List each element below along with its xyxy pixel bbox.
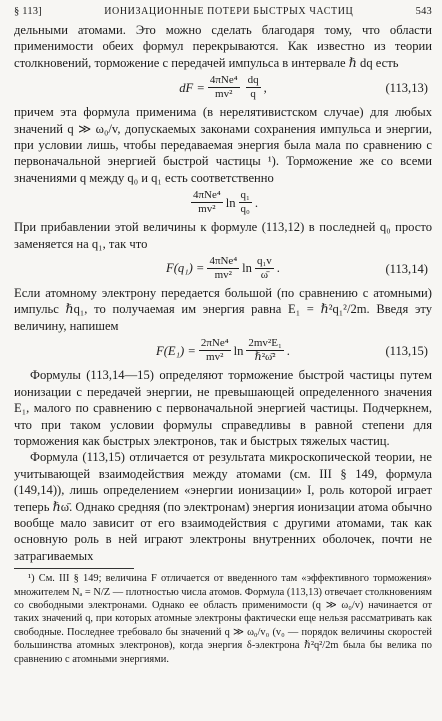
paragraph-5: Формулы (113,14—15) определяют торможение быстрой частицы путем ионизации с передачей энергии, не превышающей определенного значения E₁, малого по сравнению с первоначальной энергией частицы. Подчеркнем, что при таком условии формулы справедливы в равной степени для торможения как быстрых электронов, так и быстрых тяжелых частиц. [14, 368, 432, 448]
equation-number: (113,13) [385, 80, 428, 95]
body-text [14, 22, 432, 564]
paragraph-4: Если атомному электрону передается большой (по сравнению с атомными) импульс ℏq₁, то получаемая им энергия равна E₁ = ℏ²q₁²/2m. Введя эту величину, напишем [14, 286, 432, 333]
section-ref: § 113] [14, 6, 42, 17]
formula-113-15: F(E₁) = $\frac{\text{2πNe⁴}}{\text{mv²}}$ ln $\frac{\text{2mv²E₁}}{\text{ℏ²ω̄²}}$ . (113,15) [156, 337, 428, 364]
equation-number: (113,14) [385, 261, 428, 276]
formula-unnumbered: $\frac{\text{4πNe⁴}}{\text{mv²}}$ ln $\frac{\text{q₁}}{\text{q₀}}$ . [192, 189, 258, 216]
paragraph-6: Формула (113,15) отличается от результата микроскопической теории, не учитывающей взаимодействия между атомами (см. III § 149, формула (149,14)), лишь определением «энергии ионизации» I, роль которой играет теперь ℏω̄. Однако средняя (по электронам) энергия ионизации атома обычно вообще мало зависит от его взаимодействия с другими атомами, так как основную роль в ней играют электроны внутренних оболочек, почти не затрагиваемых [14, 450, 432, 563]
footnote: ¹) См. III § 149; величина F отличается от введенного там «эффективного торможения» множителем Nₐ = N/Z — плотностью числа атомов. Формула (113,13) отвечает столкновениям со свободными электронами. Однако ее область применимости (q ≫ ω₀/v) начинается от таких значений q, при которых атомные электроны фактически еще нельзя рассматривать как свободные. Последнее требовало бы значений q ≫ ω₀/v₀ (v₀ — порядок величины скоростей большинства атомных электронов), когда энергия δ-электрона ℏ²q²/2m была бы велика по сравнению с атомными энергиями. [14, 573, 432, 665]
running-header [14, 6, 432, 22]
page-title: ИОНИЗАЦИОННЫЕ ПОТЕРИ БЫСТРЫХ ЧАСТИЦ [104, 6, 354, 17]
equation-number: (113,15) [385, 343, 428, 358]
footnote-divider [14, 568, 134, 569]
formula-113-14: F(q₁) = $\frac{\text{4πNe⁴}}{\text{mv²}}$ ln $\frac{\text{q₁v}}{\omegā}$ . (113,14) [166, 255, 428, 282]
formula-113-13: dF = $\frac{\text{4πNe⁴}}{\text{mv²}}$ $\frac{dq}{q}$ , (113,13) [179, 74, 428, 101]
paragraph-3: При прибавлении этой величины к формуле (113,12) в последней q₀ просто заменяется на q₁, так что [14, 220, 432, 251]
paragraph-1: дельными атомами. Это можно сделать благодаря тому, что области применимости обеих формул перекрываются. Как известно из теории столкновений, торможение с передачей импульса в интервале ℏ dq есть [14, 23, 432, 70]
page-number: 543 [415, 6, 432, 17]
paragraph-2: причем эта формула применима (в нерелятивистском случае) для любых значений q ≫ ω₀/v, допускаемых законами сохранения импульса и энергии, при условии лишь, чтобы передаваемая энергия была мала по сравнению с первоначальной энергией быстрой частицы ¹). Торможение же со всеми значениями q между q₀ и q₁ есть соответственно [14, 105, 432, 185]
